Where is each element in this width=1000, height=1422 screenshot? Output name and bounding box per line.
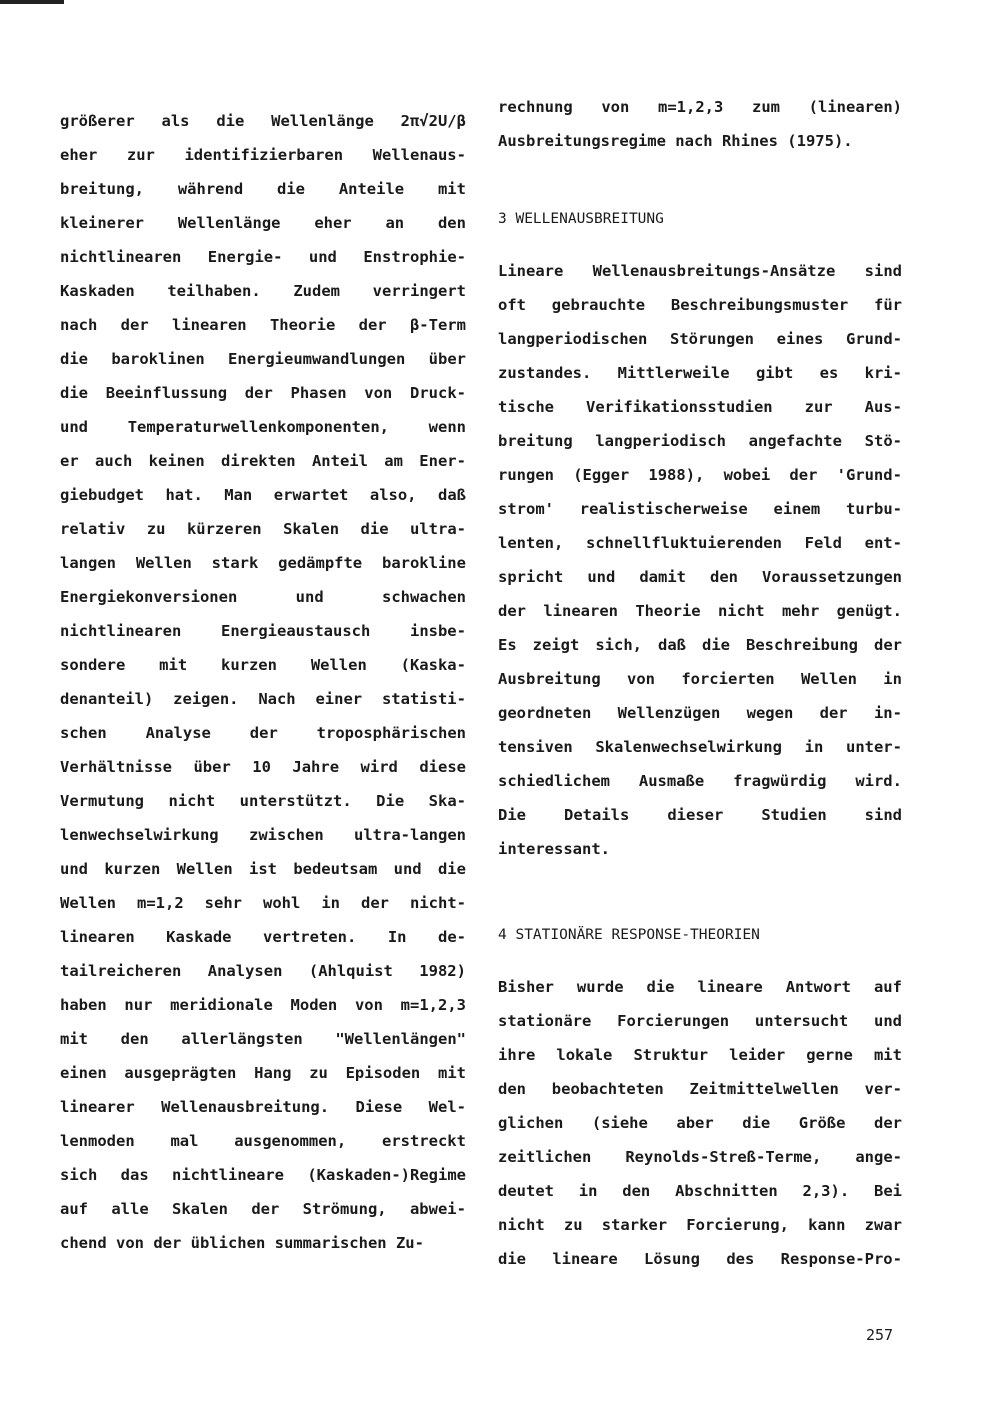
text-line: eher zur identifizierbaren Wellenaus-: [60, 146, 466, 164]
text-line: Ausbreitungsregime nach Rhines (1975).: [498, 132, 853, 150]
text-line: schiedlichem Ausmaße fragwürdig wird.: [498, 772, 902, 790]
text-line: haben nur meridionale Moden von m=1,2,3: [60, 996, 466, 1014]
text-line: nichtlinearen Energieaustausch insbe-: [60, 622, 466, 640]
text-line: strom' realistischerweise einem turbu-: [498, 500, 902, 518]
text-line: zeitlichen Reynolds-Streß-Terme, ange-: [498, 1148, 902, 1166]
text-line: Verhältnisse über 10 Jahre wird diese: [60, 758, 466, 776]
text-line: denanteil) zeigen. Nach einer statisti-: [60, 690, 466, 708]
text-line: Die Details dieser Studien sind: [498, 806, 902, 824]
text-line: tische Verifikationsstudien zur Aus-: [498, 398, 902, 416]
text-line: interessant.: [498, 840, 610, 858]
text-line: Ausbreitung von forcierten Wellen in: [498, 670, 902, 688]
text-line: und kurzen Wellen ist bedeutsam und die: [60, 860, 466, 878]
text-line: der linearen Theorie nicht mehr genügt.: [498, 602, 902, 620]
text-line: kleinerer Wellenlänge eher an den: [60, 214, 466, 232]
right-text-column: [498, 90, 902, 1276]
text-line: lenwechselwirkung zwischen ultra-langen: [60, 826, 466, 844]
text-line: linearen Kaskade vertreten. In de-: [60, 928, 466, 946]
text-line: Energiekonversionen und schwachen: [60, 588, 466, 606]
section-4-heading: 4 STATIONÄRE RESPONSE-THEORIEN: [498, 927, 760, 943]
text-line: schen Analyse der troposphärischen: [60, 724, 466, 742]
text-line: ihre lokale Struktur leider gerne mit: [498, 1046, 902, 1064]
text-line: Es zeigt sich, daß die Beschreibung der: [498, 636, 902, 654]
text-line: nicht zu starker Forcierung, kann zwar: [498, 1216, 902, 1234]
text-line: rungen (Egger 1988), wobei der 'Grund-: [498, 466, 902, 484]
text-line: lenten, schnellfluktuierenden Feld ent-: [498, 534, 902, 552]
text-line: glichen (siehe aber die Größe der: [498, 1114, 902, 1132]
text-line: den beobachteten Zeitmittelwellen ver-: [498, 1080, 902, 1098]
text-line: zustandes. Mittlerweile gibt es kri-: [498, 364, 902, 382]
text-line: er auch keinen direkten Anteil am Ener-: [60, 452, 466, 470]
text-line: Bisher wurde die lineare Antwort auf: [498, 978, 902, 996]
text-line: langen Wellen stark gedämpfte barokline: [60, 554, 466, 572]
text-line: Lineare Wellenausbreitungs-Ansätze sind: [498, 262, 902, 280]
section-3-body: [498, 254, 902, 866]
text-line: deutet in den Abschnitten 2,3). Bei: [498, 1182, 902, 1200]
text-line: breitung, während die Anteile mit: [60, 180, 466, 198]
section-3-heading: 3 WELLENAUSBREITUNG: [498, 211, 664, 227]
text-line: giebudget hat. Man erwartet also, daß: [60, 486, 466, 504]
text-line: Vermutung nicht unterstützt. Die Ska-: [60, 792, 466, 810]
text-line: rechnung von m=1,2,3 zum (linearen): [498, 98, 902, 116]
text-line: lenmoden mal ausgenommen, erstreckt: [60, 1132, 466, 1150]
text-line: sondere mit kurzen Wellen (Kaska-: [60, 656, 466, 674]
text-line: stationäre Forcierungen untersucht und: [498, 1012, 902, 1030]
text-line: spricht und damit den Voraussetzungen: [498, 568, 902, 586]
text-line: geordneten Wellenzügen wegen der in-: [498, 704, 902, 722]
text-line: oft gebrauchte Beschreibungsmuster für: [498, 296, 902, 314]
text-line: auf alle Skalen der Strömung, abwei-: [60, 1200, 466, 1218]
section-4-body: [498, 970, 902, 1276]
left-text-column: [60, 104, 466, 1260]
text-line: mit den allerlängsten "Wellenlängen": [60, 1030, 466, 1048]
text-line: Kaskaden teilhaben. Zudem verringert: [60, 282, 466, 300]
text-line: linearer Wellenausbreitung. Diese Wel-: [60, 1098, 466, 1116]
text-line: langperiodischen Störungen eines Grund-: [498, 330, 902, 348]
intro-paragraph: [498, 90, 902, 158]
text-line: die baroklinen Energieumwandlungen über: [60, 350, 466, 368]
text-line: relativ zu kürzeren Skalen die ultra-: [60, 520, 466, 538]
text-line: nichtlinearen Energie- und Enstrophie-: [60, 248, 466, 266]
text-line: tailreicheren Analysen (Ahlquist 1982): [60, 962, 466, 980]
text-line: die lineare Lösung des Response-Pro-: [498, 1250, 902, 1268]
text-line: Wellen m=1,2 sehr wohl in der nicht-: [60, 894, 466, 912]
text-line: und Temperaturwellenkomponenten, wenn: [60, 418, 466, 436]
text-line: einen ausgeprägten Hang zu Episoden mit: [60, 1064, 466, 1082]
text-line: sich das nichtlineare (Kaskaden-)Regime: [60, 1166, 466, 1184]
text-line: die Beeinflussung der Phasen von Druck-: [60, 384, 466, 402]
text-line: chend von der üblichen summarischen Zu-: [60, 1234, 424, 1252]
text-line: größerer als die Wellenlänge 2π√2U/β: [60, 112, 466, 130]
text-line: nach der linearen Theorie der β-Term: [60, 316, 466, 334]
scan-corner-mark: [0, 0, 64, 4]
text-line: breitung langperiodisch angefachte Stö-: [498, 432, 902, 450]
text-line: tensiven Skalenwechselwirkung in unter-: [498, 738, 902, 756]
page-number: 257: [866, 1326, 894, 1344]
